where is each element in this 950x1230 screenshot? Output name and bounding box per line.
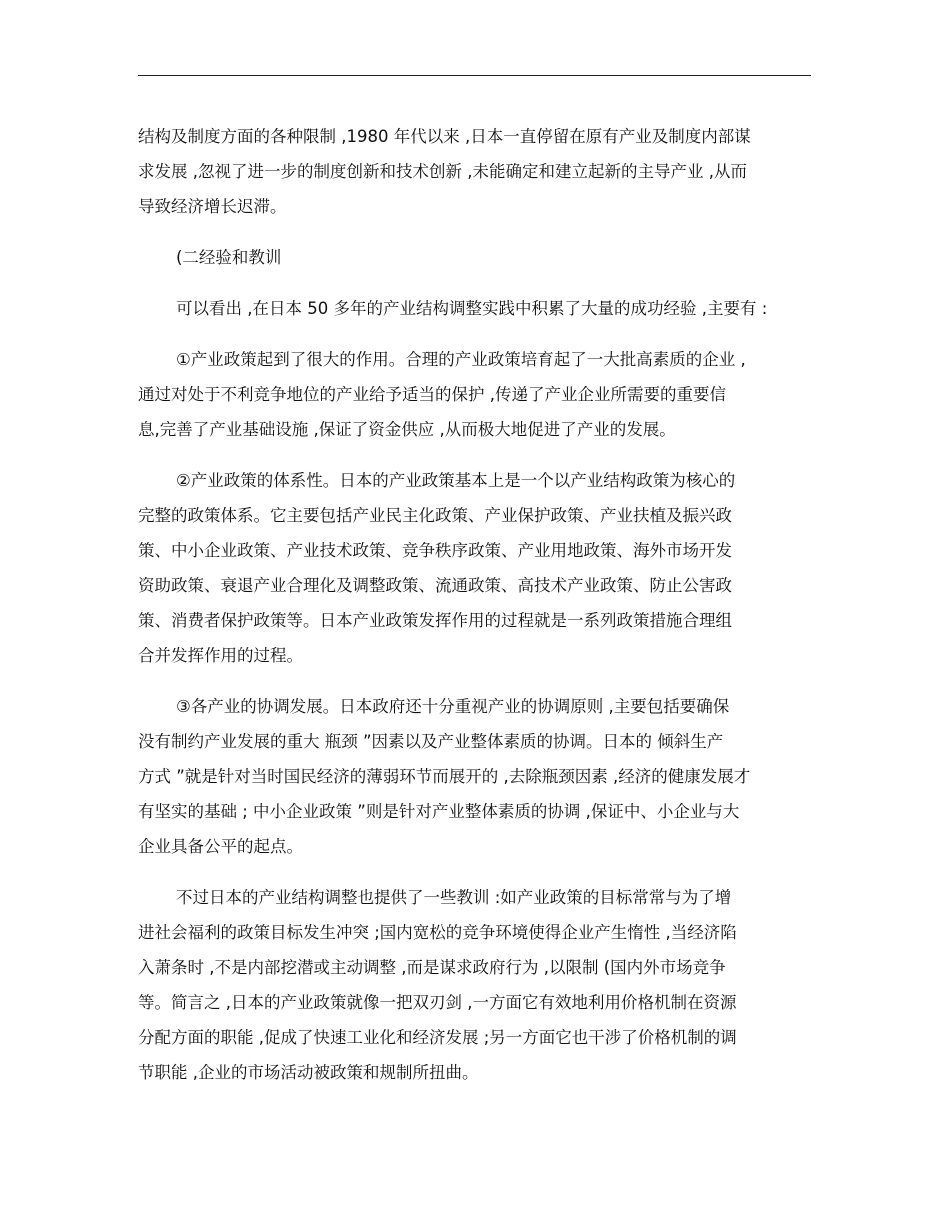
text-line: ②产业政策的体系性。日本的产业政策基本上是一个以产业结构政策为核心的 bbox=[176, 471, 736, 490]
paragraph-continuation bbox=[138, 119, 828, 224]
header-rule bbox=[138, 75, 811, 76]
section-heading bbox=[138, 240, 828, 275]
text-line: 有坚实的基础 ; 中小企业政策 ”则是针对产业整体素质的协调 ,保证中、小企业与大 bbox=[138, 802, 740, 821]
text-line: 企业具备公平的起点。 bbox=[138, 837, 303, 856]
text-line: 合并发挥作用的过程。 bbox=[138, 646, 303, 665]
text-line: 策、消费者保护政策等。日本产业政策发挥作用的过程就是一系列政策措施合理组 bbox=[138, 611, 732, 630]
text-line: 资助政策、衰退产业合理化及调整政策、流通政策、高技术产业政策、防止公害政 bbox=[138, 576, 732, 595]
text-line: ③各产业的协调发展。日本政府还十分重视产业的协调原则 ,主要包括要确保 bbox=[176, 697, 730, 716]
paragraph-point-3 bbox=[138, 689, 828, 864]
text-line: 通过对处于不利竞争地位的产业给予适当的保护 ,传递了产业企业所需要的重要信 bbox=[138, 385, 726, 404]
paragraph-lessons bbox=[138, 880, 828, 1090]
text-line: 入萧条时 ,不是内部挖潜或主动调整 ,而是谋求政府行为 ,以限制 (国内外市场竞争 bbox=[138, 958, 726, 977]
text-line: 策、中小企业政策、产业技术政策、竞争秩序政策、产业用地政策、海外市场开发 bbox=[138, 541, 732, 560]
heading-text: (二经验和教训 bbox=[176, 248, 282, 267]
text-line: 分配方面的职能 ,促成了快速工业化和经济发展 ;另一方面它也干涉了价格机制的调 bbox=[138, 1028, 737, 1047]
text-line: 节职能 ,企业的市场活动被政策和规制所扭曲。 bbox=[138, 1063, 479, 1082]
text-line: 求发展 ,忽视了进一步的制度创新和技术创新 ,未能确定和建立起新的主导产业 ,从而 bbox=[138, 162, 747, 181]
text-line: 进社会福利的政策目标发生冲突 ;国内宽松的竞争环境使得企业产生惰性 ,当经济陷 bbox=[138, 923, 737, 942]
text-line: 导致经济增长迟滞。 bbox=[138, 197, 287, 216]
text-line: 结构及制度方面的各种限制 ,1980 年代以来 ,日本一直停留在原有产业及制度内部谋 bbox=[138, 127, 751, 146]
text-line: 可以看出 ,在日本 50 多年的产业结构调整实践中积累了大量的成功经验 ,主要有 : bbox=[176, 299, 768, 318]
text-line: 没有制约产业发展的重大 瓶颈 ”因素以及产业整体素质的协调。日本的 倾斜生产 bbox=[138, 732, 724, 751]
document-body bbox=[138, 119, 828, 1106]
text-line: 等。简言之 ,日本的产业政策就像一把双刃剑 ,一方面它有效地利用价格机制在资源 bbox=[138, 993, 737, 1012]
paragraph-point-2 bbox=[138, 463, 828, 673]
text-line: 不过日本的产业结构调整也提供了一些教训 :如产业政策的目标常常与为了增 bbox=[176, 888, 732, 907]
text-line: 息,完善了产业基础设施 ,保证了资金供应 ,从而极大地促进了产业的发展。 bbox=[138, 420, 676, 439]
paragraph-point-1 bbox=[138, 342, 828, 447]
paragraph-intro bbox=[138, 291, 828, 326]
text-line: 完整的政策体系。它主要包括产业民主化政策、产业保护政策、产业扶植及振兴政 bbox=[138, 506, 732, 525]
text-line: ①产业政策起到了很大的作用。合理的产业政策培育起了一大批高素质的企业 , bbox=[176, 350, 746, 369]
text-line: 方式 ”就是针对当时国民经济的薄弱环节而展开的 ,去除瓶颈因素 ,经济的健康发展才 bbox=[138, 767, 751, 786]
